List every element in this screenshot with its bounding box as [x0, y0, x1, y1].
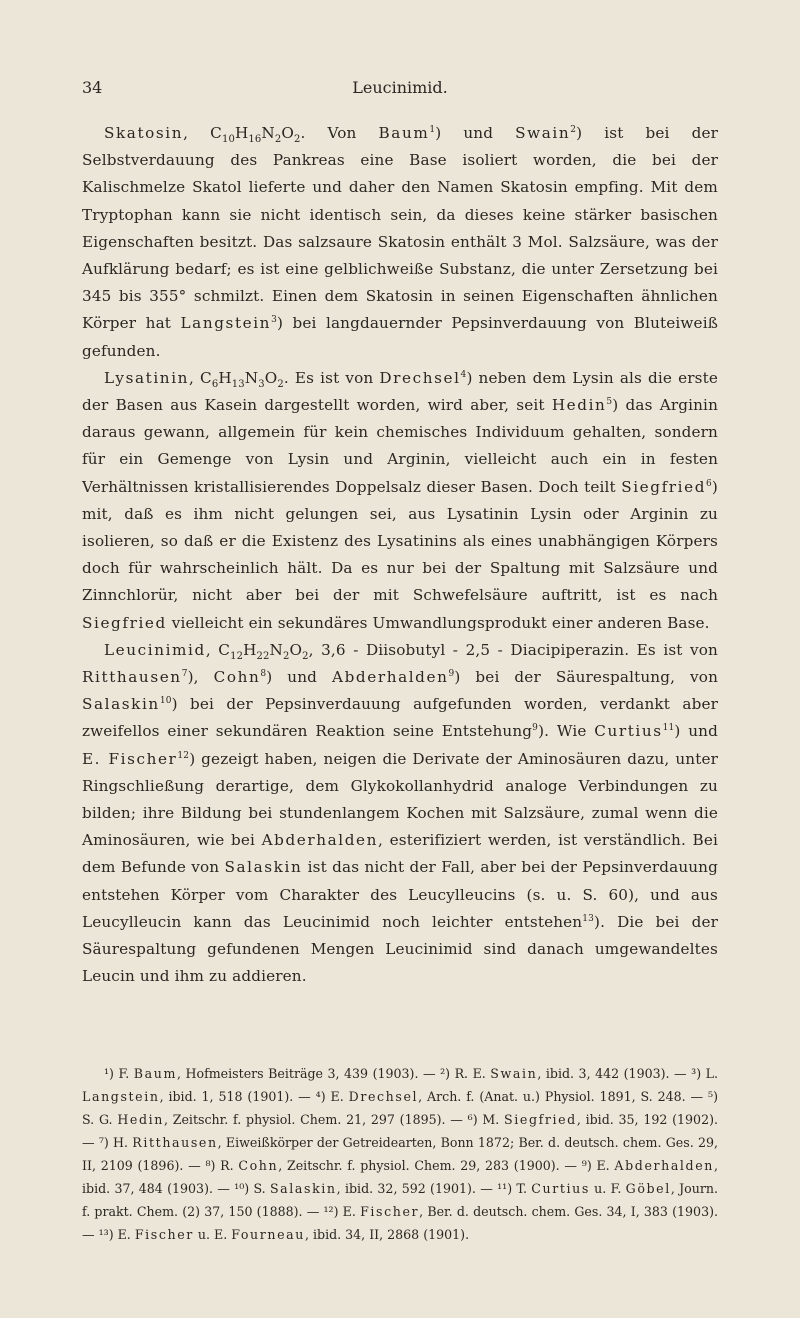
- main-text: [82, 120, 718, 991]
- text-run: , Ber. d. deutsch. chem. Ges. 34, I, 383 (1903). — ¹³) E.: [82, 1204, 719, 1242]
- text-run: , Arch. f. (Anat. u.) Physiol. 1891, S. 248. — ⁵) S. G.: [82, 1089, 718, 1127]
- spaced-name: Siegfried: [504, 1112, 577, 1127]
- subscript: 10: [221, 134, 235, 146]
- text-run: , ibid. 32, 592 (1901). — ¹¹) T.: [336, 1181, 532, 1196]
- text-run: , esterifiziert werden, ist verständlich. Bei dem Befunde von: [82, 831, 719, 877]
- spaced-name: Ritthausen: [132, 1135, 218, 1150]
- text-run: ¹) F.: [104, 1066, 134, 1081]
- text-run: , Journ. f. prakt. Chem. (2) 37, 150 (1888). — ¹²) E.: [82, 1181, 719, 1219]
- text-run: , C: [189, 368, 212, 387]
- footnote-ref: 7: [181, 669, 188, 679]
- footnote-ref: 5: [606, 396, 613, 407]
- spaced-name: Swain: [515, 124, 571, 142]
- paragraph-lysatinin: [82, 365, 718, 637]
- spaced-name: Abderhalden: [261, 831, 379, 850]
- spaced-name: Salaskin: [269, 1181, 337, 1196]
- text-run: , 3,6 - Diisobutyl - 2,5 - Diacipiperazin. Es ist von: [308, 640, 718, 659]
- spaced-name: Cohn: [238, 1158, 279, 1173]
- spaced-name: Fischer: [360, 1204, 420, 1219]
- spaced-name: Baum: [133, 1066, 177, 1081]
- spaced-name: Drechsel: [348, 1089, 419, 1104]
- spaced-name: Ritthausen: [82, 668, 182, 687]
- text-run: u. E.: [193, 1227, 232, 1242]
- footnotes: [82, 1062, 718, 1246]
- spaced-name: Baum: [378, 124, 430, 142]
- spaced-name: Salaskin: [82, 695, 160, 714]
- text-run: ) bei langdauernder Pepsinverdauung von Bluteiweiß gefunden.: [82, 314, 718, 360]
- spaced-name: Swain: [490, 1066, 538, 1081]
- text-run: , ibid. 3, 442 (1903). — ³) L.: [537, 1066, 718, 1081]
- subscript: 2: [274, 134, 282, 146]
- text-run: . Es ist von: [283, 368, 380, 387]
- text-run: ) und: [435, 124, 516, 142]
- text-run: ) das Arginin daraus gewann, allgemein für kein chemisches Individuum gehalten, sondern für ein Gemenge von Lysin und Arginin, vielleicht auch ein in festen Verhältnissen kristallisierendes Doppelsalz dieser Basen. Doch teilt: [82, 396, 718, 496]
- text-run: ) neben dem Lysin als die erste der Basen aus Kasein dargestellt worden, wird aber, seit: [82, 368, 718, 415]
- footnote-ref: 12: [177, 750, 190, 761]
- spaced-name: Siegfried: [82, 613, 167, 632]
- spaced-name: Cohn: [213, 668, 261, 687]
- spaced-name: Abderhalden: [614, 1158, 714, 1173]
- footnote-ref: 9: [448, 669, 455, 679]
- text-run: N: [244, 368, 259, 387]
- footnote-ref: 11: [662, 723, 675, 734]
- text-run: ). Wie: [538, 722, 595, 741]
- subscript: 2: [294, 134, 301, 146]
- text-run: ) bei der Säurespaltung, von: [454, 668, 719, 687]
- spaced-name: Hedin: [117, 1112, 164, 1127]
- text-run: , C: [205, 640, 231, 659]
- text-run: ) gezeigt haben, neigen die Derivate der Aminosäuren dazu, unter Ringschließung derartige, dem Glykokollanhydrid analoge Verbindungen zu bilden; ihre Bildung bei stundenlangem Kochen mit Salzsäure, zumal wenn die Aminosäuren, wie bei: [82, 749, 718, 850]
- text-run: , Zeitschr. f. physiol. Chem. 29, 283 (1900). — ⁹) E.: [278, 1158, 615, 1173]
- text-run: ist das nicht der Fall, aber bei der Pepsinverdauung entstehen Körper vom Charakter des Leucylleucins (s. u. S. 60), und aus Leucylleucin kann das Leucinimid noch leichter entstehen: [82, 858, 718, 931]
- spaced-name: Langstein: [82, 1089, 160, 1104]
- text-run: ) und: [266, 668, 333, 687]
- text-run: , ibid. 34, II, 2868 (1901).: [304, 1227, 470, 1242]
- spaced-name: Curtius: [531, 1181, 590, 1196]
- spaced-name: Langstein: [180, 314, 272, 333]
- footnote-ref: 8: [260, 669, 267, 679]
- subscript: 16: [248, 134, 262, 146]
- subscript: 2: [302, 650, 309, 662]
- paragraph-skatosin: [82, 120, 718, 365]
- spaced-name: Göbel: [625, 1181, 671, 1196]
- paragraph-leucinimid: [82, 637, 718, 991]
- footnote-ref: 9: [532, 723, 539, 734]
- spaced-name: Lysatinin: [104, 368, 190, 387]
- text-run: , ibid. 1, 518 (1901). — ⁴) E.: [159, 1089, 349, 1104]
- text-run: ). Die bei der Säurespaltung gefundenen Mengen Leucinimid sind danach umgewandeltes Leucin und ihm zu addieren.: [82, 912, 718, 986]
- footnote-ref: 2: [570, 124, 577, 135]
- subscript: 2: [283, 650, 290, 662]
- spaced-name: Curtius: [594, 722, 663, 741]
- text-run: . Von: [300, 124, 379, 142]
- text-run: ) ist bei der Selbstverdauung des Pankreas eine Base isoliert worden, die bei der Kalischmelze Skatol lieferte und daher den Namen Skatosin empfing. Mit dem Tryptophan kann sie nicht identisch sein, da dieses keine stärker basischen Eigenschaften besitzt. Das salzsaure Skatosin enthält 3 Mol. Salzsäure, was der Aufklärung bedarf; es ist eine gelblichweiße Substanz, die unter Zersetzung bei 345 bis 355° schmilzt. Einen dem Skatosin in seinen Eigenschaften ähnlichen Körper hat: [82, 124, 718, 333]
- spaced-name: Siegfried: [621, 477, 707, 496]
- text-run: ) mit, daß es ihm nicht gelungen sei, aus Lysatinin Lysin oder Arginin zu isolieren, so daß er die Existenz des Lysatinins als eines unabhängigen Körpers doch für wahrscheinlich hält. Da es nur bei der Spaltung mit Salzsäure und Zinnchlorür, nicht aber bei der mit Schwefelsäure auftritt, ist es nach: [82, 477, 718, 605]
- subscript: 2: [277, 378, 284, 390]
- text-run: ) und: [674, 722, 718, 741]
- footnote-ref: 10: [159, 696, 172, 707]
- text-run: ),: [187, 668, 214, 687]
- footnote-block: [82, 1062, 718, 1246]
- spaced-name: Hedin: [551, 396, 607, 415]
- subscript: 6: [211, 378, 219, 390]
- text-run: N: [269, 640, 283, 659]
- footnote-ref: 13: [582, 913, 594, 924]
- footnote-ref: 4: [460, 369, 467, 380]
- spaced-name: Fischer: [134, 1227, 194, 1242]
- footnote-ref: 3: [271, 315, 277, 326]
- page-header: [82, 78, 718, 102]
- running-title: Leucinimid.: [352, 78, 448, 97]
- text-run: H: [234, 124, 249, 142]
- text-run: , Zeitschr. f. physiol. Chem. 21, 297 (1895). — ⁶) M.: [163, 1112, 505, 1127]
- text-run: O: [289, 640, 303, 659]
- spaced-name: Fourneau: [231, 1227, 305, 1242]
- spaced-name: E. Fischer: [82, 749, 178, 768]
- text-run: , ibid. 35, 192 (1902). — ⁷) H.: [82, 1112, 718, 1150]
- footnote-ref: 6: [706, 478, 712, 489]
- spaced-name: Salaskin: [224, 858, 303, 877]
- subscript: 12: [230, 650, 244, 662]
- text-run: u. F.: [589, 1181, 626, 1196]
- text-run: ) bei der Pepsinverdauung aufgefunden worden, verdankt aber zweifellos einer sekundären Reaktion seine Entstehung: [82, 695, 718, 741]
- text-run: , Eiweißkörper der Getreidearten, Bonn 1872; Ber. d. deutsch. chem. Ges. 29, II, 2109 (1896). — ⁸) R.: [82, 1135, 718, 1173]
- footnote-ref: 1: [429, 124, 436, 135]
- text-run: , C: [183, 124, 222, 142]
- page-number: 34: [82, 78, 103, 97]
- text-run: N: [261, 124, 275, 142]
- spaced-name: Abderhalden: [332, 668, 449, 687]
- text-run: vielleicht ein sekundäres Umwandlungsprodukt einer anderen Base.: [166, 613, 710, 632]
- spaced-name: Drechsel: [379, 368, 461, 387]
- subscript: 3: [258, 378, 265, 390]
- spaced-name: Leucinimid: [104, 640, 206, 659]
- text-run: , Hofmeisters Beiträge 3, 439 (1903). — ²) R. E.: [177, 1066, 491, 1081]
- text-run: O: [264, 368, 278, 387]
- subscript: 13: [231, 378, 245, 390]
- subscript: 22: [256, 650, 270, 662]
- text-run: H: [243, 640, 257, 659]
- text-run: , ibid. 37, 484 (1903). — ¹⁰) S.: [82, 1158, 719, 1196]
- spaced-name: Skatosin: [104, 124, 184, 142]
- text-run: H: [218, 368, 232, 387]
- text-run: O: [281, 124, 294, 142]
